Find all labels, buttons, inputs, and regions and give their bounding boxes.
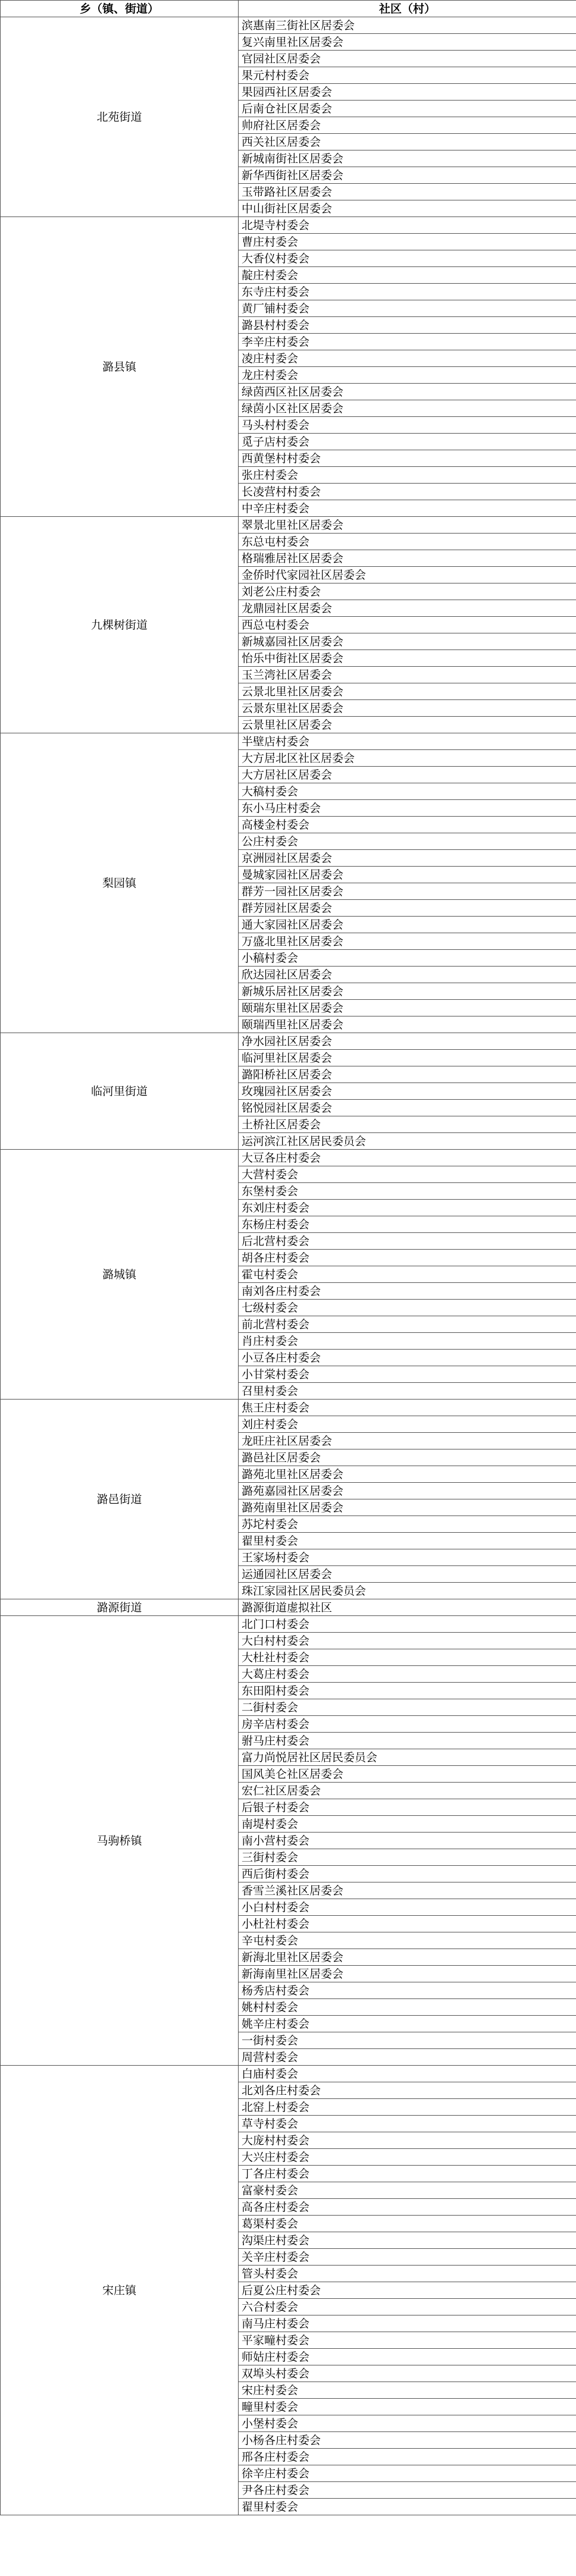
- community-name: 觅子店村委会: [239, 434, 576, 450]
- community-name: 龙庄村委会: [239, 367, 576, 384]
- town-name: 潞邑街道: [1, 1400, 239, 1599]
- community-name: 大方居北区社区居委会: [239, 750, 576, 767]
- community-name: 东刘庄村委会: [239, 1200, 576, 1216]
- community-name: 中辛庄村委会: [239, 500, 576, 517]
- community-name: 翠景北里社区居委会: [239, 517, 576, 534]
- community-name: 杨秀店村委会: [239, 1982, 576, 1999]
- community-name: 玫瑰园社区居委会: [239, 1083, 576, 1100]
- community-name: 临河里社区居委会: [239, 1050, 576, 1066]
- community-name: 富豪村委会: [239, 2182, 576, 2199]
- town-name: 马驹桥镇: [1, 1616, 239, 2066]
- table-row: [1, 1616, 576, 1633]
- community-name: 小堡村委会: [239, 2415, 576, 2432]
- community-name: 大营村委会: [239, 1166, 576, 1183]
- community-name: 曹庄村委会: [239, 234, 576, 250]
- community-name: 复兴南里社区居委会: [239, 34, 576, 51]
- community-name: 东总屯村委会: [239, 534, 576, 550]
- community-name: 香雪兰溪社区居委会: [239, 1882, 576, 1899]
- community-name: 潞苑北里社区居委会: [239, 1466, 576, 1483]
- community-name: 白庙村委会: [239, 2066, 576, 2082]
- community-name: 后夏公庄村委会: [239, 2282, 576, 2299]
- community-name: 胡各庄村委会: [239, 1250, 576, 1266]
- community-name: 翟里村委会: [239, 2499, 576, 2515]
- community-name: 净水园社区居委会: [239, 1033, 576, 1050]
- community-name: 南刘各庄村委会: [239, 1283, 576, 1300]
- town-name: 宋庄镇: [1, 2066, 239, 2515]
- community-name: 东寺庄村委会: [239, 284, 576, 300]
- community-name: 三街村委会: [239, 1849, 576, 1866]
- community-name: 刘老公庄村委会: [239, 583, 576, 600]
- community-name: 小稿村委会: [239, 950, 576, 967]
- town-name: 临河里街道: [1, 1033, 239, 1150]
- community-name: 小豆各庄村委会: [239, 1350, 576, 1366]
- table-row: [1, 17, 576, 34]
- community-name: 土桥社区居委会: [239, 1116, 576, 1133]
- community-name: 姚村村委会: [239, 1999, 576, 2016]
- community-name: 富力尚悦居社区居民委员会: [239, 1749, 576, 1766]
- community-name: 新城南街社区居委会: [239, 150, 576, 167]
- community-name: 大庞村村委会: [239, 2132, 576, 2149]
- community-name: 大方居社区居委会: [239, 767, 576, 783]
- community-name: 北刘各庄村委会: [239, 2082, 576, 2099]
- community-name: 平家疃村委会: [239, 2332, 576, 2349]
- community-name: 小白村村委会: [239, 1899, 576, 1916]
- community-name: 李辛庄村委会: [239, 334, 576, 350]
- community-name: 云景里社区居委会: [239, 717, 576, 733]
- town-name: 潞县镇: [1, 217, 239, 517]
- table-row: [1, 1599, 576, 1616]
- community-name: 大豆各庄村委会: [239, 1150, 576, 1166]
- community-name: 高楼金村委会: [239, 817, 576, 833]
- community-name: 金侨时代家园社区居委会: [239, 567, 576, 583]
- community-name: 大葛庄村委会: [239, 1666, 576, 1683]
- table-row: [1, 517, 576, 534]
- community-name: 周营村委会: [239, 2049, 576, 2066]
- community-name: 丁各庄村委会: [239, 2166, 576, 2182]
- community-name: 滨惠南三街社区居委会: [239, 17, 576, 34]
- community-name: 东杨庄村委会: [239, 1216, 576, 1233]
- community-name: 葛渠村委会: [239, 2216, 576, 2232]
- town-name: 梨园镇: [1, 733, 239, 1033]
- community-name: 欣达园社区居委会: [239, 967, 576, 983]
- community-name: 疃里村委会: [239, 2399, 576, 2415]
- community-name: 后北营村委会: [239, 1233, 576, 1250]
- community-name: 七级村委会: [239, 1300, 576, 1316]
- community-name: 潞阳桥社区居委会: [239, 1066, 576, 1083]
- community-name: 绿茵小区社区居委会: [239, 400, 576, 417]
- community-name: 万盛北里社区居委会: [239, 933, 576, 950]
- community-name: 张庄村委会: [239, 467, 576, 484]
- community-name: 果园西社区居委会: [239, 84, 576, 101]
- community-name: 龙旺庄社区居委会: [239, 1433, 576, 1449]
- community-name: 西后街村委会: [239, 1866, 576, 1882]
- community-name: 公庄村委会: [239, 833, 576, 850]
- community-name: 北窑上村委会: [239, 2099, 576, 2116]
- community-name: 王家场村委会: [239, 1549, 576, 1566]
- community-name: 翟里村委会: [239, 1533, 576, 1549]
- community-name: 宋庄村委会: [239, 2382, 576, 2399]
- community-name: 龙鼎园社区居委会: [239, 600, 576, 617]
- community-name: 小杨各庄村委会: [239, 2432, 576, 2449]
- community-name: 房辛店村委会: [239, 1716, 576, 1733]
- community-name: 姚辛庄村委会: [239, 2016, 576, 2032]
- table-row: [1, 2066, 576, 2082]
- community-name: 肖庄村委会: [239, 1333, 576, 1350]
- community-name: 霍屯村委会: [239, 1266, 576, 1283]
- community-name: 珠江家园社区居民委员会: [239, 1583, 576, 1599]
- community-name: 后南仓社区居委会: [239, 101, 576, 117]
- community-name: 铭悦园社区居委会: [239, 1100, 576, 1116]
- community-name: 刘庄村委会: [239, 1416, 576, 1433]
- community-name: 北堤寺村委会: [239, 217, 576, 234]
- community-name: 潞源街道虚拟社区: [239, 1599, 576, 1616]
- community-name: 西总屯村委会: [239, 617, 576, 633]
- community-name: 北门口村委会: [239, 1616, 576, 1633]
- community-name: 双埠头村委会: [239, 2365, 576, 2382]
- table-row: [1, 733, 576, 750]
- table-row: [1, 1400, 576, 1416]
- community-name: 小甘棠村委会: [239, 1366, 576, 1383]
- community-name: 辛屯村委会: [239, 1932, 576, 1949]
- community-name: 六合村委会: [239, 2299, 576, 2315]
- community-name: 潞苑嘉园社区居委会: [239, 1483, 576, 1499]
- community-name: 关辛庄村委会: [239, 2249, 576, 2266]
- community-name: 小杜社村委会: [239, 1916, 576, 1932]
- community-name: 玉带路社区居委会: [239, 184, 576, 200]
- header-community: 社区（村）: [239, 1, 576, 17]
- community-name: 新海南里社区居委会: [239, 1966, 576, 1982]
- community-name: 群芳园社区居委会: [239, 900, 576, 917]
- town-name: 潞城镇: [1, 1150, 239, 1400]
- community-name: 运河滨江社区居民委员会: [239, 1133, 576, 1150]
- community-name: 尹各庄村委会: [239, 2482, 576, 2499]
- community-name: 颐瑞东里社区居委会: [239, 1000, 576, 1016]
- community-name: 官园社区居委会: [239, 51, 576, 67]
- community-name: 大兴庄村委会: [239, 2149, 576, 2166]
- header-town: 乡（镇、街道）: [1, 1, 239, 17]
- community-name: 运通园社区居委会: [239, 1566, 576, 1583]
- community-name: 国风美仑社区居委会: [239, 1766, 576, 1783]
- community-name: 前北营村委会: [239, 1316, 576, 1333]
- community-name: 徐辛庄村委会: [239, 2465, 576, 2482]
- community-name: 驸马庄村委会: [239, 1733, 576, 1749]
- community-name: 凌庄村委会: [239, 350, 576, 367]
- community-name: 南堤村委会: [239, 1816, 576, 1833]
- town-name: 潞源街道: [1, 1599, 239, 1616]
- community-name: 靛庄村委会: [239, 267, 576, 284]
- community-name: 京洲园社区居委会: [239, 850, 576, 867]
- community-name: 一街村委会: [239, 2032, 576, 2049]
- community-name: 后银子村委会: [239, 1799, 576, 1816]
- table-body: [1, 17, 576, 2515]
- community-name: 曼城家园社区居委会: [239, 867, 576, 883]
- community-name: 新城乐居社区居委会: [239, 983, 576, 1000]
- community-name: 潞县村村委会: [239, 317, 576, 334]
- community-name: 焦王庄村委会: [239, 1400, 576, 1416]
- community-name: 格瑞雅居社区居委会: [239, 550, 576, 567]
- community-name: 大稿村委会: [239, 783, 576, 800]
- community-name: 大杜社村委会: [239, 1649, 576, 1666]
- community-name: 群芳一园社区居委会: [239, 883, 576, 900]
- community-name: 沟渠庄村委会: [239, 2232, 576, 2249]
- community-name: 东堡村委会: [239, 1183, 576, 1200]
- community-name: 通大家园社区居委会: [239, 917, 576, 933]
- community-name: 马头村村委会: [239, 417, 576, 434]
- community-name: 大香仪村委会: [239, 250, 576, 267]
- community-name: 新城嘉园社区居委会: [239, 633, 576, 650]
- community-name: 东田阳村委会: [239, 1683, 576, 1699]
- community-name: 高各庄村委会: [239, 2199, 576, 2216]
- community-name: 潞苑南里社区居委会: [239, 1499, 576, 1516]
- community-name: 大白村村委会: [239, 1633, 576, 1649]
- community-name: 半壁店村委会: [239, 733, 576, 750]
- community-name: 新华西街社区居委会: [239, 167, 576, 184]
- community-name: 云景东里社区居委会: [239, 700, 576, 717]
- community-name: 黄厂铺村委会: [239, 300, 576, 317]
- table-row: [1, 1150, 576, 1166]
- community-name: 西关社区居委会: [239, 134, 576, 150]
- table-row: [1, 1033, 576, 1050]
- community-name: 苏坨村委会: [239, 1516, 576, 1533]
- community-name: 云景北里社区居委会: [239, 683, 576, 700]
- community-name: 绿茵西区社区居委会: [239, 384, 576, 400]
- community-name: 二街村委会: [239, 1699, 576, 1716]
- community-name: 果元村村委会: [239, 67, 576, 84]
- community-name: 召里村委会: [239, 1383, 576, 1400]
- community-name: 玉兰湾社区居委会: [239, 667, 576, 683]
- community-name: 新海北里社区居委会: [239, 1949, 576, 1966]
- community-name: 颐瑞西里社区居委会: [239, 1016, 576, 1033]
- town-name: 九棵树街道: [1, 517, 239, 733]
- header-row: [1, 1, 576, 17]
- town-name: 北苑街道: [1, 17, 239, 217]
- community-name: 草寺村委会: [239, 2116, 576, 2132]
- community-name: 南马庄村委会: [239, 2315, 576, 2332]
- community-name: 东小马庄村委会: [239, 800, 576, 817]
- community-name: 西黄堡村村委会: [239, 450, 576, 467]
- community-name: 宏仁社区居委会: [239, 1783, 576, 1799]
- community-name: 管头村委会: [239, 2266, 576, 2282]
- community-name: 帅府社区居委会: [239, 117, 576, 134]
- community-name: 师姑庄村委会: [239, 2349, 576, 2365]
- table-row: [1, 217, 576, 234]
- community-name: 怡乐中街社区居委会: [239, 650, 576, 667]
- community-name: 长凌营村村委会: [239, 484, 576, 500]
- community-name: 邢各庄村委会: [239, 2449, 576, 2465]
- community-name: 中山街社区居委会: [239, 200, 576, 217]
- community-name: 潞邑社区居委会: [239, 1449, 576, 1466]
- community-name: 南小营村委会: [239, 1833, 576, 1849]
